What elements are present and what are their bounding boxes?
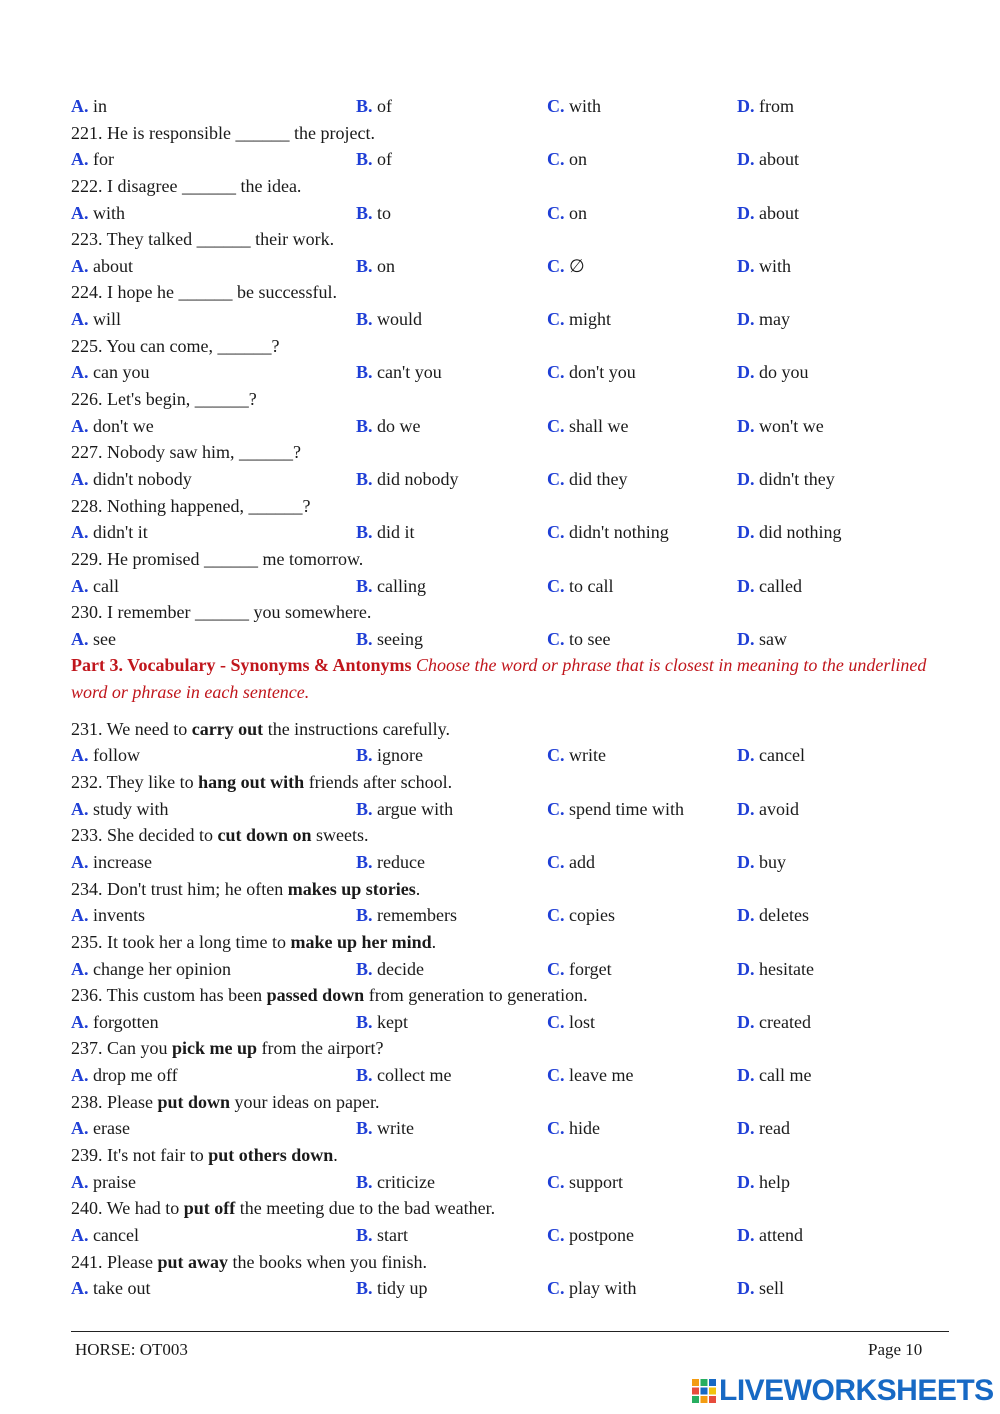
question-text: the meeting due to the bad weather. bbox=[235, 1198, 496, 1219]
option-d[interactable]: D. created bbox=[737, 1011, 811, 1032]
option-c[interactable]: C. play with bbox=[547, 1278, 637, 1299]
option-b[interactable]: B. do we bbox=[356, 415, 421, 436]
question-stem bbox=[71, 439, 941, 466]
question-text: 221. He is responsible ______ the project. bbox=[71, 122, 375, 143]
option-a[interactable]: A. can you bbox=[71, 362, 150, 383]
target-phrase: pick me up bbox=[172, 1038, 258, 1059]
answer-options bbox=[71, 1062, 941, 1089]
target-phrase: makes up stories bbox=[287, 878, 416, 899]
option-d[interactable]: D. from bbox=[737, 96, 794, 116]
answer-options bbox=[71, 466, 941, 493]
target-phrase: put off bbox=[183, 1198, 236, 1219]
option-a[interactable]: A. for bbox=[71, 149, 114, 170]
option-d[interactable]: D. hesitate bbox=[737, 958, 814, 979]
part3-instruction: Choose the word or phrase that is closest in meaning to the underlined word or phrase in each sentence. bbox=[71, 655, 927, 703]
answer-options bbox=[71, 1275, 941, 1302]
option-b[interactable]: B. of bbox=[356, 96, 393, 116]
question-stem bbox=[71, 822, 941, 849]
question-stem bbox=[71, 716, 941, 743]
question-text: 232. They like to bbox=[71, 772, 199, 793]
question-text: 238. Please bbox=[71, 1091, 158, 1112]
question-stem bbox=[71, 226, 941, 253]
answer-options bbox=[71, 413, 941, 440]
option-a[interactable]: A. in bbox=[71, 96, 108, 116]
target-phrase: put down bbox=[157, 1091, 231, 1112]
option-b[interactable]: B. seeing bbox=[356, 628, 423, 649]
answer-options bbox=[71, 200, 941, 227]
option-b[interactable]: B. start bbox=[356, 1224, 409, 1245]
option-d[interactable]: D. saw bbox=[737, 628, 787, 649]
option-c[interactable]: C. on bbox=[547, 149, 587, 170]
option-b[interactable]: B. write bbox=[356, 1118, 414, 1139]
question-text: 223. They talked ______ their work. bbox=[71, 229, 335, 250]
question-text: 236. This custom has been bbox=[71, 985, 267, 1006]
option-c[interactable]: C. write bbox=[547, 745, 606, 766]
option-a[interactable]: A. erase bbox=[71, 1118, 130, 1139]
part3-heading: Part 3. Vocabulary - Synonyms & Antonyms bbox=[71, 655, 412, 676]
option-b[interactable]: B. to bbox=[356, 202, 392, 223]
option-c[interactable]: C. add bbox=[547, 851, 595, 872]
option-c[interactable]: C. to see bbox=[547, 628, 611, 649]
question-text: 222. I disagree ______ the idea. bbox=[71, 175, 302, 196]
answer-options bbox=[71, 359, 941, 386]
question-stem bbox=[71, 929, 941, 956]
question-text: sweets. bbox=[311, 825, 369, 846]
part3-header bbox=[71, 652, 941, 705]
question-stem bbox=[71, 1142, 941, 1169]
question-text: 237. Can you bbox=[71, 1038, 172, 1059]
answer-options bbox=[71, 146, 941, 173]
brand-text: LIVEWORKSHEETS bbox=[719, 1374, 994, 1407]
option-d[interactable]: D. called bbox=[737, 575, 802, 596]
option-c[interactable]: C. support bbox=[547, 1171, 623, 1192]
option-c[interactable]: C. spend time with bbox=[547, 798, 684, 819]
footer-code: HORSE: OT003 bbox=[75, 1340, 188, 1359]
footer-divider bbox=[71, 1331, 949, 1332]
option-b[interactable]: B. can't you bbox=[356, 362, 442, 383]
question-text: 240. We had to bbox=[71, 1198, 184, 1219]
option-a[interactable]: A. didn't it bbox=[71, 522, 148, 543]
answer-options bbox=[71, 956, 941, 983]
option-b[interactable]: B. collect me bbox=[356, 1065, 452, 1086]
option-a[interactable]: A. praise bbox=[71, 1171, 136, 1192]
question-text: 241. Please bbox=[71, 1251, 158, 1272]
answer-options bbox=[71, 573, 941, 600]
liveworksheets-logo-icon bbox=[692, 1379, 716, 1403]
answer-options bbox=[71, 306, 941, 333]
option-d[interactable]: D. did nothing bbox=[737, 522, 842, 543]
option-d[interactable]: D. attend bbox=[737, 1224, 803, 1245]
question-text: 235. It took her a long time to bbox=[71, 931, 291, 952]
option-c[interactable]: C. did they bbox=[547, 468, 628, 489]
answer-options bbox=[71, 626, 941, 653]
option-b[interactable]: B. kept bbox=[356, 1011, 409, 1032]
page-number: Page 10 bbox=[868, 1340, 923, 1359]
question-text: the instructions carefully. bbox=[263, 718, 450, 739]
answer-options-220 bbox=[71, 93, 941, 120]
option-a[interactable]: A. cancel bbox=[71, 1224, 139, 1245]
option-c[interactable]: C. don't you bbox=[547, 362, 636, 383]
option-a[interactable]: A. don't we bbox=[71, 415, 154, 436]
option-c[interactable]: C. ∅ bbox=[547, 255, 585, 276]
question-text: 227. Nobody saw him, ______? bbox=[71, 442, 301, 463]
option-a[interactable]: A. with bbox=[71, 202, 126, 223]
option-d[interactable]: D. sell bbox=[737, 1278, 784, 1299]
question-stem bbox=[71, 1195, 941, 1222]
answer-options bbox=[71, 1169, 941, 1196]
target-phrase: cut down on bbox=[217, 825, 312, 846]
target-phrase: put away bbox=[157, 1251, 228, 1272]
question-stem bbox=[71, 599, 941, 626]
question-stem bbox=[71, 386, 941, 413]
option-c[interactable]: C. on bbox=[547, 202, 587, 223]
option-d[interactable]: D. with bbox=[737, 255, 792, 276]
answer-options bbox=[71, 742, 941, 769]
target-phrase: passed down bbox=[266, 985, 365, 1006]
option-b[interactable]: B. would bbox=[356, 309, 423, 330]
option-b[interactable]: B. on bbox=[356, 255, 396, 276]
option-a[interactable]: A. drop me off bbox=[71, 1065, 178, 1086]
option-d[interactable]: D. deletes bbox=[737, 905, 809, 926]
question-stem bbox=[71, 279, 941, 306]
option-a[interactable]: A. change her opinion bbox=[71, 958, 231, 979]
question-stem bbox=[71, 1089, 941, 1116]
question-text: friends after school. bbox=[304, 772, 453, 793]
question-stem bbox=[71, 333, 941, 360]
target-phrase: put others down bbox=[208, 1145, 334, 1166]
question-text: 230. I remember ______ you somewhere. bbox=[71, 602, 372, 623]
option-a[interactable]: A. call bbox=[71, 575, 119, 596]
option-b[interactable]: B. reduce bbox=[356, 851, 425, 872]
question-stem bbox=[71, 493, 941, 520]
option-b[interactable]: B. remembers bbox=[356, 905, 457, 926]
question-text: from generation to generation. bbox=[364, 985, 588, 1006]
vocabulary-questions bbox=[71, 716, 941, 1302]
option-b[interactable]: B. criticize bbox=[356, 1171, 435, 1192]
option-b[interactable]: B. of bbox=[356, 149, 393, 170]
option-c[interactable]: C. didn't nothing bbox=[547, 522, 669, 543]
option-d[interactable]: D. avoid bbox=[737, 798, 799, 819]
worksheet-content bbox=[71, 93, 941, 1302]
question-text: . bbox=[431, 931, 437, 952]
option-b[interactable]: B. did nobody bbox=[356, 468, 459, 489]
liveworksheets-brand[interactable] bbox=[692, 1375, 994, 1407]
question-stem bbox=[71, 769, 941, 796]
answer-options bbox=[71, 1222, 941, 1249]
option-a[interactable]: A. study with bbox=[71, 798, 169, 819]
question-stem bbox=[71, 1035, 941, 1062]
question-text: the books when you finish. bbox=[228, 1251, 427, 1272]
option-a[interactable]: A. increase bbox=[71, 851, 152, 872]
question-stem bbox=[71, 982, 941, 1009]
option-a[interactable]: A. invents bbox=[71, 905, 145, 926]
option-a[interactable]: A. about bbox=[71, 255, 133, 276]
option-d[interactable]: D. do you bbox=[737, 362, 809, 383]
option-c[interactable]: C. leave me bbox=[547, 1065, 634, 1086]
option-c[interactable]: C. forget bbox=[547, 958, 612, 979]
target-phrase: make up her mind bbox=[290, 931, 432, 952]
answer-options bbox=[71, 902, 941, 929]
option-b[interactable]: B. calling bbox=[356, 575, 426, 596]
question-text: 224. I hope he ______ be successful. bbox=[71, 282, 337, 303]
question-text: . bbox=[415, 878, 421, 899]
option-c[interactable]: C. hide bbox=[547, 1118, 600, 1139]
option-d[interactable]: D. about bbox=[737, 202, 799, 223]
option-d[interactable]: D. call me bbox=[737, 1065, 812, 1086]
option-b[interactable]: B. tidy up bbox=[356, 1278, 428, 1299]
option-c[interactable]: C. copies bbox=[547, 905, 615, 926]
question-text: 231. We need to bbox=[71, 718, 192, 739]
answer-options bbox=[71, 253, 941, 280]
answer-options bbox=[71, 519, 941, 546]
question-stem bbox=[71, 120, 941, 147]
option-d[interactable]: D. cancel bbox=[737, 745, 805, 766]
question-text: 228. Nothing happened, ______? bbox=[71, 495, 311, 516]
option-d[interactable]: D. about bbox=[737, 149, 799, 170]
option-a[interactable]: A. didn't nobody bbox=[71, 468, 192, 489]
option-a[interactable]: A. follow bbox=[71, 745, 140, 766]
option-c[interactable]: C. to call bbox=[547, 575, 614, 596]
question-stem bbox=[71, 546, 941, 573]
option-b[interactable]: B. argue with bbox=[356, 798, 454, 819]
option-c[interactable]: C. might bbox=[547, 309, 612, 330]
grammar-questions bbox=[71, 120, 941, 653]
question-stem bbox=[71, 1249, 941, 1276]
option-d[interactable]: D. may bbox=[737, 309, 790, 330]
option-d[interactable]: D. buy bbox=[737, 851, 786, 872]
option-d[interactable]: D. won't we bbox=[737, 415, 824, 436]
option-c[interactable]: C. postpone bbox=[547, 1224, 634, 1245]
option-b[interactable]: B. decide bbox=[356, 958, 424, 979]
option-a[interactable]: A. take out bbox=[71, 1278, 151, 1299]
question-text: . bbox=[333, 1145, 338, 1166]
question-text: 226. Let's begin, ______? bbox=[71, 389, 257, 410]
question-text: 233. She decided to bbox=[71, 825, 218, 846]
option-c[interactable]: C. shall we bbox=[547, 415, 629, 436]
option-d[interactable]: D. didn't they bbox=[737, 468, 835, 489]
option-d[interactable]: D. help bbox=[737, 1171, 790, 1192]
option-a[interactable]: A. forgotten bbox=[71, 1011, 159, 1032]
answer-options bbox=[71, 1115, 941, 1142]
option-c[interactable]: C. with bbox=[547, 96, 602, 116]
option-c[interactable]: C. lost bbox=[547, 1011, 596, 1032]
answer-options bbox=[71, 796, 941, 823]
option-b[interactable]: B. ignore bbox=[356, 745, 423, 766]
answer-options bbox=[71, 849, 941, 876]
question-text: 225. You can come, ______? bbox=[71, 335, 280, 356]
question-stem bbox=[71, 173, 941, 200]
question-text: 229. He promised ______ me tomorrow. bbox=[71, 548, 364, 569]
option-d[interactable]: D. read bbox=[737, 1118, 790, 1139]
answer-options bbox=[71, 1009, 941, 1036]
question-stem bbox=[71, 876, 941, 903]
option-b[interactable]: B. did it bbox=[356, 522, 415, 543]
question-text: from the airport? bbox=[257, 1038, 384, 1059]
question-text: your ideas on paper. bbox=[230, 1091, 380, 1112]
question-text: 234. Don't trust him; he often bbox=[71, 878, 288, 899]
question-text: 239. It's not fair to bbox=[71, 1145, 209, 1166]
target-phrase: hang out with bbox=[198, 772, 305, 793]
option-a[interactable]: A. will bbox=[71, 309, 122, 330]
target-phrase: carry out bbox=[191, 718, 264, 739]
option-a[interactable]: A. see bbox=[71, 628, 116, 649]
